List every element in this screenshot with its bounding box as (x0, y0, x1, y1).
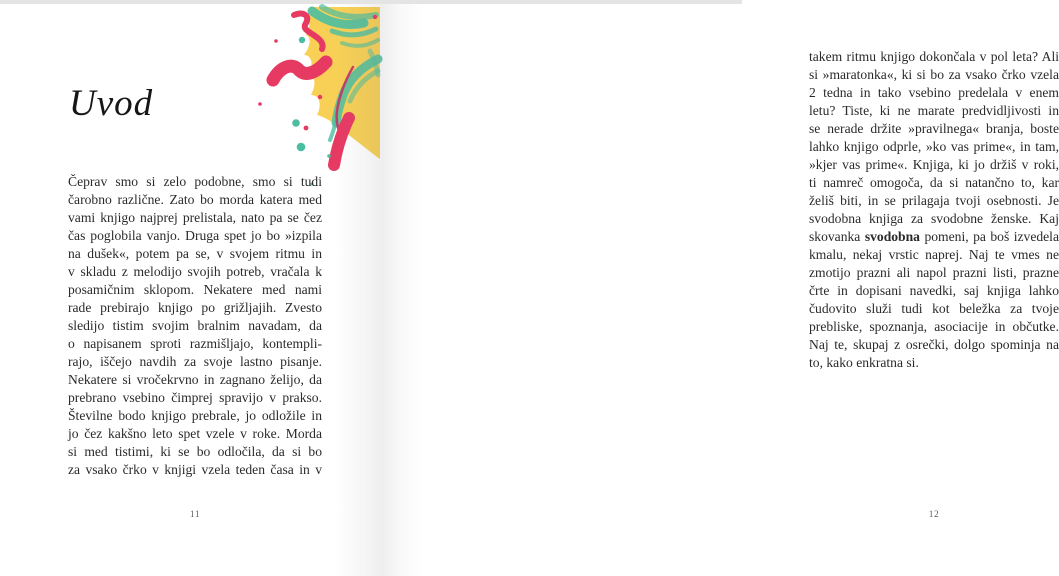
text-line: Številne bodo knjigo prebrale, jo odložile in (68, 408, 322, 423)
text-line: letu? Tiste, ki ne marate predvidljivosti in (809, 103, 1059, 118)
text-line: na dušek«, potem pa se, v svojem ritmu in (68, 246, 322, 261)
right-page-body (809, 48, 1059, 372)
text-line: kmalu, nekaj vrstic naprej. Naj te vmes ne (809, 247, 1059, 262)
text-line: Čeprav smo si zelo podobne, smo si tudi (68, 174, 322, 189)
chapter-title: Uvod (69, 83, 154, 124)
text-line: »kjer vas prime«. Knjiga, ki jo držiš v roki, (809, 157, 1059, 172)
text-line: takem ritmu knjigo dokončala v pol leta? Ali (809, 49, 1059, 64)
text-line: prebliske, spoznanja, asociacije in občutke. (809, 319, 1059, 334)
text-line: to, kako enkratna si. (809, 355, 919, 370)
text-line: želiš biti, in se prilagaja tvoji osebnosti. Je (809, 193, 1059, 208)
page-number-right: 12 (928, 510, 940, 520)
emphasized-word: svodobna (864, 229, 920, 244)
text-line: vami knjigo najprej prelistala, nato pa se čez (68, 210, 322, 225)
text-line: čarobno različne. Zato bo morda katera med (68, 192, 322, 207)
text-line: zmotijo prazni ali napol prazni listi, prazne (809, 265, 1059, 280)
decorative-illustration (250, 7, 380, 187)
left-page (0, 4, 378, 576)
text-line: ti namreč omogoča, da si natančno to, kar (809, 175, 1059, 190)
text-line: jo čez kakšno leto spet vzele v roke. Morda (68, 426, 322, 441)
text-line: prebrano vsebino čimprej spravijo v prakso. (68, 390, 322, 405)
text-line: za vsako črko v knjigi vzela teden časa in v (68, 462, 322, 477)
text-line: si med tistimi, ki se bo odločila, da si bo (68, 444, 322, 459)
text-line: 2 tedna in tako vsebino predelala v enem (809, 85, 1059, 100)
text-line: čas poglobila vanjo. Druga spet jo bo »izpila (68, 228, 322, 243)
text-line: sledijo tistim svojim bralnim navadam, da (68, 318, 322, 333)
text-line: lahko knjigo odprle, »ko vas prime«, in tam, (809, 139, 1059, 154)
text-line: rade prebirajo knjigo po grižljajih. Zvesto (68, 300, 322, 315)
text-line: Nekatere si vročekrvno in zagnano želijo, da (68, 372, 322, 387)
page-number-left: 11 (189, 510, 201, 520)
text-line: rajo, iščejo navdih za svoje lastno pisanje. (68, 354, 322, 369)
text-line: se nerade držite »pravilnega« branja, boste (809, 121, 1059, 136)
text-line: Naj te, skupaj z osrečki, dolgo spominja na (809, 337, 1059, 352)
text-line: posamičnim sklopom. Nekatere med nami (68, 282, 322, 297)
text-line: črte in dopisani navedki, saj knjiga lahko (809, 283, 1059, 298)
text-line: si »maratonka«, ki si bo za vsako črko vzela (809, 67, 1059, 82)
text-line: o napisanem sproti razmišljajo, kontempli- (68, 336, 322, 351)
left-page-body (68, 173, 322, 479)
text-line: v skladu z melodijo svojih potreb, vračala k (68, 264, 322, 279)
text-line: čudovito služi tudi kot beležka za tvoje (809, 301, 1059, 316)
text-line: svodobna knjiga za svodobne ženske. Kaj (809, 211, 1059, 226)
text-line: skovanka svodobna pomeni, pa boš izvedela (809, 229, 1059, 244)
right-page (390, 4, 1059, 576)
